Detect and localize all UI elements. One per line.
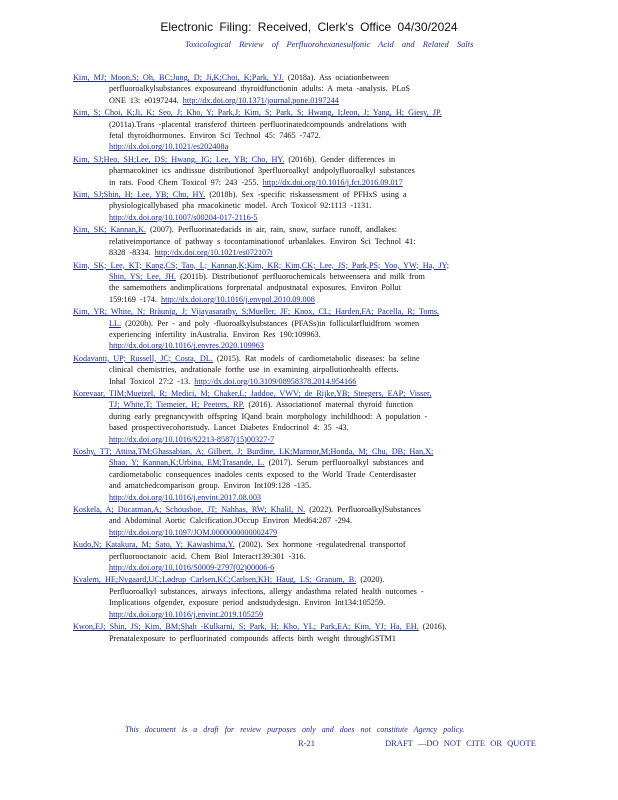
reference-line bbox=[73, 446, 523, 457]
reference-line bbox=[73, 376, 523, 387]
reference-line bbox=[73, 609, 523, 620]
reference-line bbox=[73, 212, 523, 223]
reference-authors: Kvalem, HE;Nygaard,UC;Lødrup Carlsen,KC;Carlsen,KH; Haug, LS; Granum, B. bbox=[73, 575, 357, 585]
reference-authors: Kwon,EJ; Shin, JS; Kim, BM;Shah -Kulkarni, S; Park, H; Kho, YL; Park,EA; Kim, YJ; Ha, EH. bbox=[73, 622, 419, 632]
reference-text: and amatchedcomparison group. Environ Int109:128 -135. bbox=[109, 481, 312, 491]
reference-text: ONE 13: e0197244. bbox=[109, 95, 183, 105]
reference-authors: Koskela, A; Ducatman,A; Schousboe, JT; Nahhas, RW; Khalil, N. bbox=[73, 505, 306, 515]
doi-link[interactable]: http://dx.doi.org/10.3109/08958378.2014.954166 bbox=[194, 376, 357, 386]
reference-line bbox=[73, 260, 523, 271]
reference-entry bbox=[73, 504, 523, 538]
reference-line bbox=[73, 247, 523, 258]
reference-line bbox=[73, 399, 523, 410]
doi-link[interactable]: http://dx.doi.org/10.1007/s00204-017-2116-5 bbox=[109, 212, 258, 222]
reference-authors: Korevaar, TIM;Muetzel, R; Medici, M; Chaker,L; Jaddoe, VWV; de Rijke,YB; Steegers, EAP; Visser, bbox=[73, 388, 432, 398]
reference-line bbox=[73, 480, 523, 491]
reference-text: and Abdominal Aortic Calcification.JOccup Environ Med64:287 -294. bbox=[109, 516, 353, 526]
reference-line bbox=[73, 236, 523, 247]
doi-link[interactable]: http://dx.doi.org/10.1016/j.fct.2016.09.017 bbox=[262, 177, 403, 187]
reference-line bbox=[73, 388, 523, 399]
reference-entry bbox=[73, 388, 523, 445]
reference-text: perfluorooctanoic acid. Chem Biol Interact139:301 -316. bbox=[109, 551, 306, 561]
draft-notice: DRAFT —DO NOT CITE OR QUOTE bbox=[385, 738, 536, 748]
reference-line bbox=[73, 411, 523, 422]
reference-text: perfluoroalkylsubstances exposureand thyroidfunctionin adults: A meta -analysis. PLoS bbox=[109, 84, 410, 94]
doi-link[interactable]: http://dx.doi.org/10.1021/es072107t bbox=[154, 248, 273, 258]
reference-text: (2016b). Gender differences in bbox=[284, 154, 396, 164]
reference-authors: TJ; White,T; Tiemeier, H; Peeters, RP. bbox=[109, 400, 245, 410]
reference-entry bbox=[73, 224, 523, 258]
reference-line bbox=[73, 165, 523, 176]
reference-authors: Shao, Y; Kannan,K;Urbina, EM;Trasande, L. bbox=[109, 458, 265, 468]
reference-text: based prospectivecohortstudy. Lancet Diabetes Endocrinol 4: 35 -43. bbox=[109, 423, 349, 433]
reference-line bbox=[73, 539, 523, 550]
doi-link[interactable]: http://dx.doi.org/10.1021/es202408a bbox=[109, 142, 229, 152]
reference-text: Perfluoroalkyl substances, airways infections, allergy andasthma related health outcomes - bbox=[109, 586, 424, 596]
reference-line bbox=[73, 574, 523, 585]
reference-line bbox=[73, 457, 523, 468]
reference-line bbox=[73, 551, 523, 562]
reference-text: (2016). Associationof maternal thyroid function bbox=[244, 400, 414, 410]
reference-authors: Kudo,N; Katakura, M; Sato, Y; Kawashima,Y. bbox=[73, 540, 235, 550]
reference-line bbox=[73, 318, 523, 329]
reference-authors: Kim, MJ; Moon,S; Oh, BC;Jung, D; Ji,K;Choi, K;Park, YJ. bbox=[73, 73, 284, 82]
reference-text: 8328 -8334. bbox=[109, 248, 155, 258]
reference-text: (2018a). Ass ociationbetween bbox=[283, 73, 389, 82]
reference-line bbox=[73, 621, 523, 632]
reference-text: experiencing infertility inAustralia. Environ Res 190:109963. bbox=[109, 329, 321, 339]
reference-line bbox=[73, 329, 523, 340]
reference-line bbox=[73, 95, 523, 106]
doi-link[interactable]: http://dx.doi.org/10.1016/S0009-2797(02)00006-6 bbox=[109, 563, 275, 573]
reference-entry bbox=[73, 539, 523, 573]
doi-link[interactable]: http://dx.doi.org/10.1016/j.envint.2019.105259 bbox=[109, 609, 264, 619]
doi-link[interactable]: http://dx.doi.org/10.1016/j.envint.2017.08.003 bbox=[109, 492, 262, 502]
reference-text: relativeimportance of pathway s tocontaminationof urbanlakes. Environ Sci Technol 41: bbox=[109, 236, 416, 246]
reference-text: physiologicallybased pha rmacokinetic model. Arch Toxicol 92:1113 -1131. bbox=[109, 201, 372, 211]
reference-text: (2018b). Sex -specific riskassessment of PFHxS using a bbox=[205, 190, 407, 200]
reference-line bbox=[73, 141, 523, 152]
reference-entry bbox=[73, 154, 523, 188]
reference-text: Prenatalexposure to perfluorinated compounds affects birth weight throughGSTM1 bbox=[109, 633, 396, 643]
reference-text: (2002). Sex hormone -regulatedrenal transportof bbox=[234, 540, 406, 550]
reference-line bbox=[73, 633, 523, 644]
doi-link[interactable]: http://dx.doi.org/10.1016/j.envres.2020.109963 bbox=[109, 341, 264, 351]
reference-authors: Kim, SK; Kannan,K. bbox=[73, 225, 146, 235]
doi-link[interactable]: http://dx.doi.org/10.1016/S2213-8587(15)00327-7 bbox=[109, 434, 275, 444]
reference-text: 159:169 -174. bbox=[109, 294, 161, 304]
reference-entry bbox=[73, 189, 523, 223]
reference-authors: Kim, SK; Lee, KT; Kang,CS; Tao, L; Kannan,K;Kim, KR; Kim,CK; Lee, JS; Park,PS; Yoo, YW; Ha, JY; bbox=[73, 260, 450, 270]
reference-text: (2017). Serum perfluoroalkyl substances and bbox=[264, 458, 424, 468]
reference-line bbox=[73, 353, 523, 364]
reference-text: (2015). Rat models of cardiometabolic diseases: ba seline bbox=[212, 353, 420, 363]
filing-header: Electronic Filing: Received, Clerk's Office 04/30/2024 bbox=[160, 20, 458, 34]
reference-authors: LL. bbox=[109, 318, 122, 328]
reference-entry bbox=[73, 260, 523, 306]
reference-line bbox=[73, 72, 523, 83]
reference-line bbox=[73, 189, 523, 200]
reference-entry bbox=[73, 306, 523, 352]
reference-line bbox=[73, 492, 523, 503]
reference-text: the samemothers andimplications forprenatal andpostnatal exposures. Environ Pollut bbox=[109, 283, 401, 293]
reference-authors: Koshy, TT; Attina,TM;Ghassabian, A; Gilbert, J; Burdine, LK;Marmor,M;Honda, M; Chu, DB; Han,X; bbox=[73, 447, 434, 456]
reference-line bbox=[73, 597, 523, 608]
reference-line bbox=[73, 586, 523, 597]
reference-authors: Kim, SJ;Heo, SH;Lee, DS; Hwang, IG; Lee, YB; Cho, HY. bbox=[73, 154, 285, 164]
reference-line bbox=[73, 527, 523, 538]
reference-line bbox=[73, 130, 523, 141]
reference-authors: Kim, S; Choi, K;Ji, K; Seo, J; Kho, Y; Park,J; Kim, S; Park, S; Hwang, I;Jeon, J; Yang, H; Giesy, JP. bbox=[73, 108, 442, 118]
reference-text: cardiometabolic consequences inadoles cents exposed to the World Trade Centerdisaster bbox=[109, 469, 417, 479]
reference-line bbox=[73, 83, 523, 94]
reference-line bbox=[73, 224, 523, 235]
reference-text: (2011a).Trans -placental transferof thirteen perfluorinatedcompounds andrelations with bbox=[109, 119, 407, 129]
reference-text: Inhal Toxicol 27:2 -13. bbox=[109, 376, 195, 386]
reference-text: (2020). bbox=[356, 575, 385, 585]
reference-text: (2007). Perfluorinatedacids in air, rain, snow, surface runoff, andlakes: bbox=[145, 225, 398, 235]
page-number: R-21 bbox=[298, 738, 315, 748]
reference-line bbox=[73, 504, 523, 515]
reference-entry bbox=[73, 574, 523, 620]
reference-entry bbox=[73, 107, 523, 153]
reference-list bbox=[73, 72, 523, 645]
reference-line bbox=[73, 434, 523, 445]
reference-text: (2016). bbox=[418, 622, 447, 632]
reference-authors: Shin, YS; Lee, JH. bbox=[109, 271, 177, 281]
reference-line bbox=[73, 177, 523, 188]
doi-link[interactable]: http://dx.doi.org/10.1016/j.envpol.2010.09.008 bbox=[161, 294, 315, 304]
reference-text: Implications ofgender, exposure period andstudydesign. Environ Int134:105259. bbox=[109, 598, 386, 608]
reference-line bbox=[73, 562, 523, 573]
reference-text: clinical chemistries, andrationale forthe use in examining airpollutionhealth effects. bbox=[109, 365, 399, 375]
footer-disclaimer: This document is a draft for review purposes only and does not constitute Agency policy. bbox=[125, 725, 465, 734]
reference-text: fetal thyroidhormones. Environ Sci Technol 45: 7465 -7472. bbox=[109, 131, 321, 141]
reference-authors: Kodavanti, UP; Russell, JC; Costa, DL. bbox=[73, 353, 213, 363]
reference-text: during early pregnancywith offspring IQand brain morphology inchildhood: A population - bbox=[109, 411, 428, 421]
document-subtitle: Toxicological Review of Perfluorohexanesulfonic Acid and Related Salts bbox=[185, 39, 474, 49]
reference-line bbox=[73, 154, 523, 165]
reference-entry bbox=[73, 353, 523, 387]
reference-line bbox=[73, 306, 523, 317]
reference-line bbox=[73, 107, 523, 118]
doi-link[interactable]: http://dx.doi.org/10.1371/journal.pone.0197244 bbox=[182, 95, 339, 105]
reference-text: (2011b). Distributionof perfluorochemicals betweensera and milk from bbox=[176, 271, 425, 281]
reference-entry bbox=[73, 621, 523, 644]
reference-line bbox=[73, 119, 523, 130]
reference-line bbox=[73, 515, 523, 526]
reference-line bbox=[73, 200, 523, 211]
reference-line bbox=[73, 294, 523, 305]
reference-text: (2022). PerfluoroalkylSubstances bbox=[305, 505, 421, 515]
reference-line bbox=[73, 422, 523, 433]
reference-line bbox=[73, 469, 523, 480]
reference-authors: Kim, YR; White, N; Bräunig, J; Vijayasarathy, S;Mueller, JF; Knox, CL; Harden,FA; Pacella, R; Toms, bbox=[73, 307, 440, 317]
reference-text: pharmacokinet ics andtissue distributionof 3perfluoroalkyl andpolyfluoroalkyl substances bbox=[109, 166, 415, 176]
reference-text: in rats. Food Chem Toxicol 97: 243 -255. bbox=[109, 177, 263, 187]
reference-line bbox=[73, 271, 523, 282]
reference-line bbox=[73, 282, 523, 293]
reference-line bbox=[73, 340, 523, 351]
doi-link[interactable]: http://dx.doi.org/10.1097/JOM.0000000000002479 bbox=[109, 527, 278, 537]
reference-text: (2020b). Per - and poly -fluoroalkylsubstances (PFASs)in follicularfluidfrom women bbox=[121, 318, 420, 328]
reference-entry bbox=[73, 72, 523, 106]
reference-authors: Kim, SJ;Shin, H; Lee, YB; Cho, HY. bbox=[73, 190, 206, 200]
reference-entry bbox=[73, 446, 523, 503]
reference-line bbox=[73, 364, 523, 375]
